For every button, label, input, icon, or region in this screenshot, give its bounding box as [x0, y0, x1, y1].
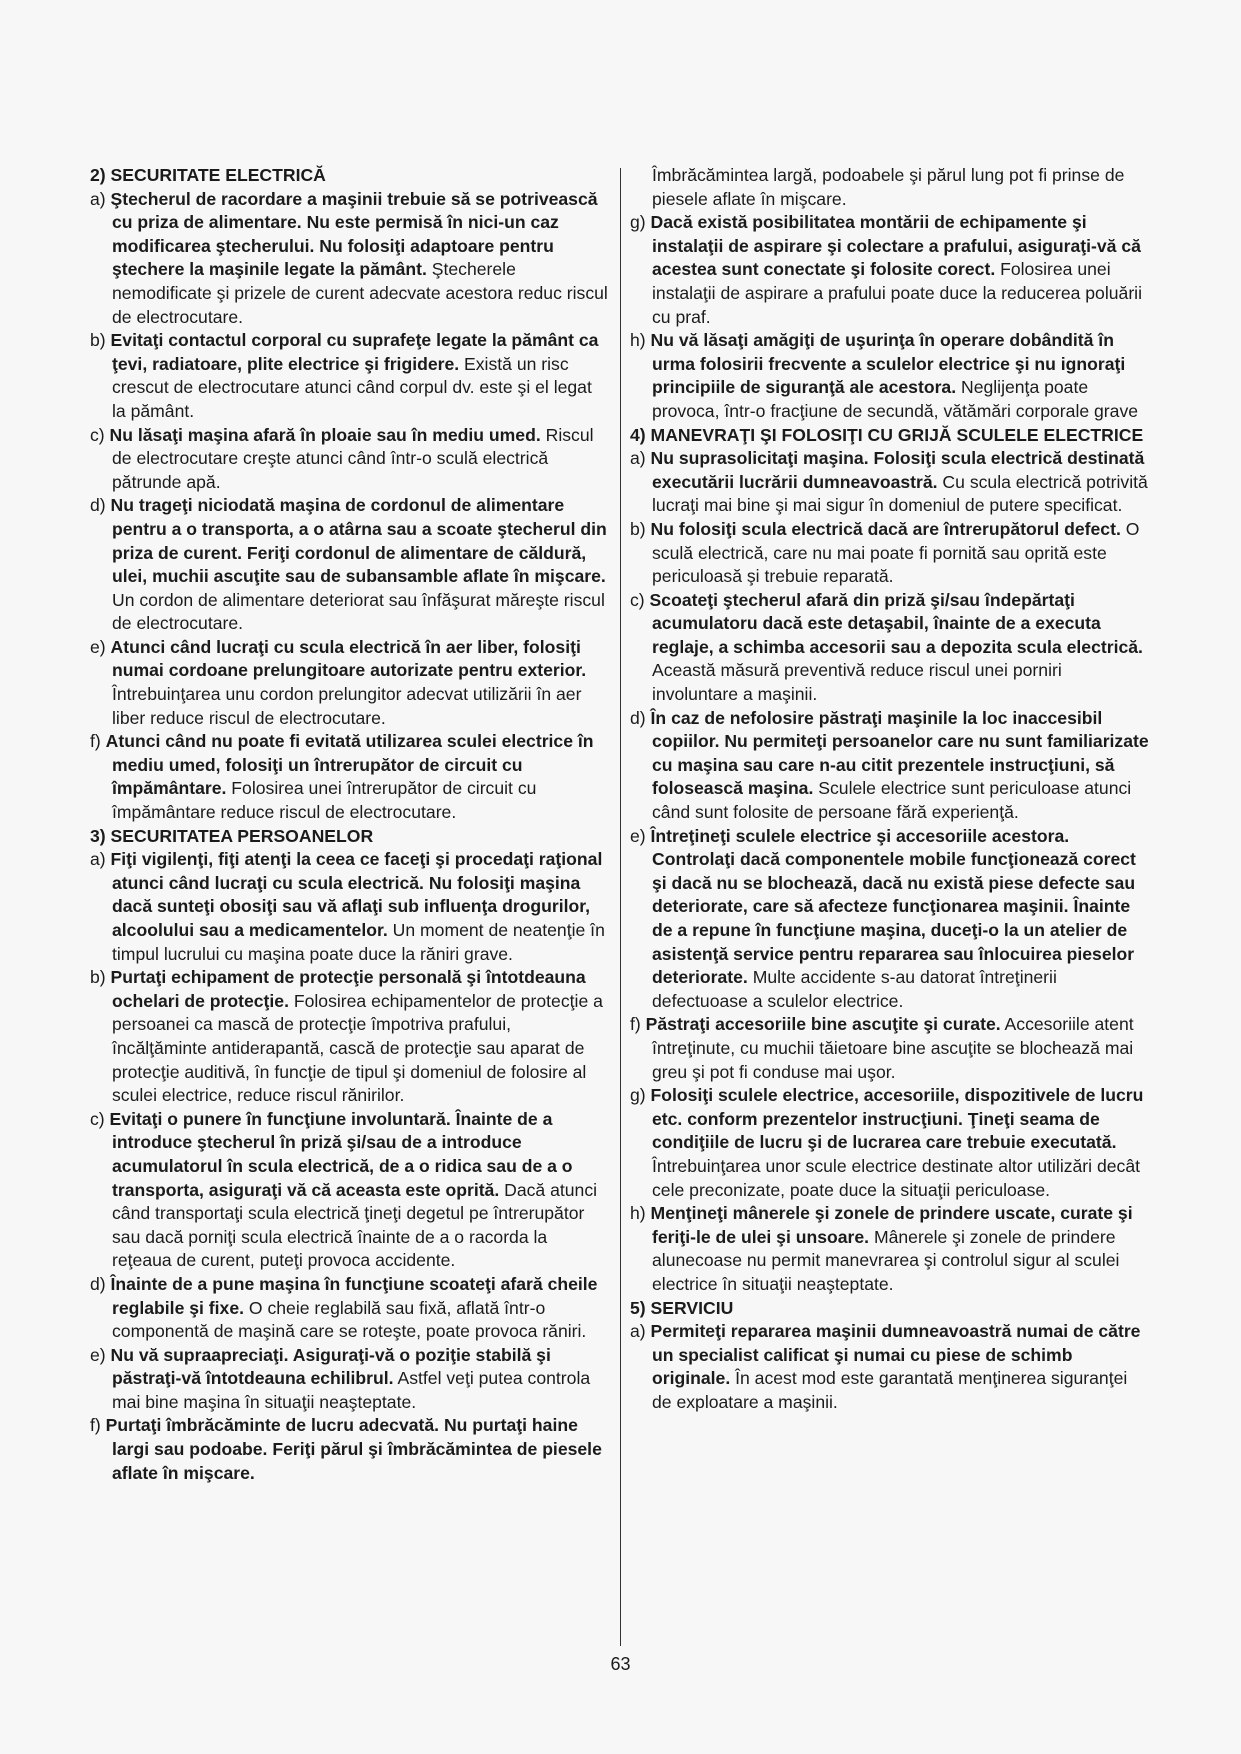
- item-normal-text: În acest mod este garantată menţinerea siguranţei de exploatare a maşinii.: [652, 1368, 1128, 1412]
- list-item: [90, 636, 610, 730]
- item-normal-text: Multe accidente s-au datorat întreţinerii defectuoase a sculelor electrice.: [652, 967, 1057, 1011]
- item-normal-text: O cheie reglabilă sau fixă, aflată într-o componentă de maşină care se roteşte, poate provoca răniri.: [112, 1297, 587, 1342]
- section-3-list: [90, 848, 610, 1485]
- section-4-title: 4) MANEVRAŢI ŞI FOLOSIŢI CU GRIJĂ SCULELE ELECTRICE: [630, 424, 1144, 445]
- item-normal-text: Dacă atunci când transportaţi scula electrică ţineţi degetul pe întrerupător sau dacă porniţi scula electrică înainte de a o racorda la reţeaua de curent, puteţi provoca accidente.: [112, 1179, 598, 1271]
- item-letter: e): [630, 825, 646, 846]
- item-letter: g): [630, 1085, 646, 1106]
- item-bold-text: Evitaţi contactul corporal cu suprafeţe legate la pământ ca ţevi, radiatoare, plite electrice şi frigidere.: [110, 330, 599, 374]
- item-bold-text: Dacă există posibilitatea montării de echipamente şi instalaţii de aspirare şi colectare a prafului, asiguraţi-vă că acestea sunt conectate şi folosite corect.: [650, 212, 1141, 280]
- list-item: [630, 707, 1150, 825]
- item-normal-text: Sculele electrice sunt periculoase atunci când sunt folosite de persoane fără experienţă.: [652, 778, 1132, 823]
- item-letter: f): [90, 1415, 101, 1436]
- list-item: [630, 1320, 1150, 1414]
- item-normal-text: Mânerele şi zonele de prindere alunecoase nu permit manevrarea şi controlul sigur al sculei electrice în situaţii neaşteptate.: [652, 1226, 1120, 1294]
- item-bold-text: Purtaţi echipament de protecţie personală şi întotdeauna ochelari de protecţie.: [110, 967, 586, 1011]
- item-bold-text: Întreţineţi sculele electrice şi accesoriile acestora. Controlaţi dacă componentele mobile funcţionează corect şi dacă nu se blochează, dacă nu există piese defecte sau deteriorate, care să afecteze funcţionarea maşinii. Înainte de a repune în funcţiune maşina, duceţi-o la un atelier de asistenţă service pentru repararea sau înlocuirea pieselor deteriorate.: [650, 825, 1136, 988]
- list-item: [630, 589, 1150, 707]
- item-letter: d): [90, 495, 106, 516]
- list-item: [90, 848, 610, 966]
- column-divider: [620, 168, 621, 1646]
- item-normal-text: Astfel veţi putea controla mai bine maşina în situaţii neaşteptate.: [112, 1368, 591, 1412]
- item-normal-text: Întrebuinţarea unor scule electrice destinate altor utilizări decât cele preconizate, poate duce la situaţii periculoase.: [652, 1155, 1141, 1200]
- item-bold-text: Nu vă lăsaţi amăgiţi de uşurinţa în operare dobândită în urma folosirii frecvente a sculelor electrice şi nu ignoraţi principiile de siguranţă ale acestora.: [650, 330, 1126, 398]
- item-normal-text: Neglijenţa poate provoca, într-o fracţiune de secundă, vătămări corporale grave: [652, 377, 1139, 421]
- page-number: 63: [610, 1654, 631, 1674]
- list-item: [630, 825, 1150, 1014]
- list-item: [90, 1344, 610, 1415]
- left-column: [90, 164, 610, 1485]
- item-letter: h): [630, 1203, 646, 1224]
- item-letter: b): [90, 967, 106, 988]
- item-bold-text: Nu vă supraapreciaţi. Asiguraţi-vă o poziţie stabilă şi păstraţi-vă întotdeauna echilibrul.: [110, 1344, 551, 1389]
- item-bold-text: Purtaţi îmbrăcăminte de lucru adecvată. Nu purtaţi haine largi sau podoabe. Feriţi părul şi îmbrăcămintea de piesele aflate în mişcare.: [105, 1415, 602, 1483]
- item-normal-text: Întrebuinţarea unu cordon prelungitor adecvat utilizării în aer liber reduce riscul de electrocutare.: [112, 684, 582, 728]
- list-item: [90, 424, 610, 495]
- list-item: [630, 211, 1150, 329]
- item-letter: b): [90, 330, 106, 351]
- item-normal-text: Această măsură preventivă reduce riscul unei porniri involuntare a maşinii.: [652, 660, 1062, 705]
- item-bold-text: Scoateţi ştecherul afară din priză şi/sau îndepărtaţi acumulatoru dacă este detaşabil, înainte de a executa reglaje, a schimba accesorii sau a depozita scula electrică.: [649, 589, 1143, 657]
- item-bold-text: În caz de nefolosire păstraţi maşinile la loc inaccesibil copiilor. Nu permiteţi persoanelor care nu sunt familiarizate cu maşina sau care n-au citit prezentele instrucţiuni, să folosească maşina.: [650, 707, 1149, 799]
- list-item: [90, 494, 610, 636]
- item-normal-text: Accesoriile atent întreţinute, cu muchii tăietoare bine ascuţite se blochează mai greu şi pot fi conduse mai uşor.: [652, 1014, 1134, 1082]
- item-letter: g): [630, 212, 646, 233]
- list-item: [630, 518, 1150, 589]
- item-normal-text: Un cordon de alimentare deteriorat sau înfăşurat măreşte riscul de electrocutare.: [112, 589, 605, 634]
- item-bold-text: Înainte de a pune maşina în funcţiune scoateţi afară cheile reglabile şi fixe.: [110, 1273, 598, 1318]
- item-bold-text: Ştecherul de racordare a maşinii trebuie să se potrivească cu priza de alimentare. Nu este permisă în nici-un caz modificarea ştecherului. Nu folosiţi adaptoare pentru ştechere la maşinile legate la pământ.: [110, 188, 598, 280]
- list-item: [630, 1084, 1150, 1202]
- item-letter: f): [630, 1014, 641, 1035]
- list-item: [90, 1273, 610, 1344]
- item-normal-text: Un moment de neatenţie în timpul lucrului cu maşina poate duce la răniri grave.: [112, 920, 605, 964]
- item-letter: d): [630, 707, 646, 728]
- item-bold-text: Folosiţi sculele electrice, accesoriile, dispozitivele de lucru etc. conform prezentelor instrucţiuni. Ţineţi seama de condiţiile de lucru şi de lucrarea care trebuie executată.: [650, 1085, 1144, 1153]
- item-bold-text: Nu suprasolicitaţi maşina. Folosiţi scula electrică destinată executării lucrării dumneavoastră.: [650, 448, 1145, 492]
- item-letter: e): [90, 636, 106, 657]
- item-normal-text: Ştecherele nemodificate şi prizele de curent adecvate acestora reduc riscul de electrocutare.: [112, 259, 608, 327]
- list-item: [90, 1414, 610, 1485]
- list-item: [90, 730, 610, 824]
- item-normal-text: Folosirea unei întrerupător de circuit cu împământare reduce riscul de electrocutare.: [112, 778, 537, 823]
- item-bold-text: Nu lăsaţi maşina afară în ploaie sau în mediu umed.: [109, 424, 541, 445]
- list-item: [630, 1202, 1150, 1296]
- item-normal-text: Folosirea echipamentelor de protecţie a persoanei ca mască de protecţie împotriva prafului, încălţăminte antiderapantă, cască de protecţie sau aparat de protecţie auditivă, în funcţie de tipul şi domeniul de folosire al sculei electrice, reduce riscul rănirilor.: [112, 990, 603, 1106]
- list-item: [90, 1108, 610, 1273]
- item-normal-text: Cu scula electrică potrivită lucraţi mai bine şi mai sigur în domeniul de putere specificat.: [652, 471, 1148, 516]
- section-5-title: 5) SERVICIU: [630, 1297, 734, 1318]
- item-letter: e): [90, 1344, 106, 1365]
- item-normal-text: O sculă electrică, care nu mai poate fi pornită sau oprită este periculoasă şi trebuie reparată.: [652, 518, 1140, 587]
- item-letter: c): [90, 424, 105, 445]
- section-2-title: 2) SECURITATE ELECTRICĂ: [90, 165, 326, 185]
- item-letter: c): [90, 1108, 105, 1129]
- item-normal-text: Folosirea unei instalaţii de aspirare a prafului poate duce la reducerea poluării cu praf.: [652, 259, 1142, 327]
- item-letter: c): [630, 589, 645, 610]
- item-bold-text: Permiteţi repararea maşinii dumneavoastră numai de către un specialist calificat şi numai cu piese de schimb originale.: [650, 1321, 1141, 1389]
- right-column: [630, 164, 1150, 1414]
- section-3f-continuation: Îmbrăcămintea largă, podoabele şi părul lung pot fi prinse de piesele aflate în mişcare.: [652, 165, 1125, 209]
- item-bold-text: Nu folosiţi scula electrică dacă are întrerupătorul defect.: [650, 518, 1121, 539]
- list-item: [90, 966, 610, 1108]
- section-3-title: 3) SECURITATEA PERSOANELOR: [90, 825, 374, 846]
- item-letter: d): [90, 1273, 106, 1294]
- section-5-list: [630, 1320, 1150, 1414]
- item-bold-text: Atunci când lucraţi cu scula electrică în aer liber, folosiţi numai cordoane prelungitoare autorizate pentru exterior.: [110, 636, 587, 681]
- item-normal-text: Există un risc crescut de electrocutare atunci când corpul dv. este şi el legat la pământ.: [112, 353, 592, 421]
- list-item: [90, 329, 610, 423]
- item-letter: h): [630, 330, 646, 351]
- item-letter: a): [90, 188, 106, 209]
- list-item: [630, 329, 1150, 423]
- item-letter: b): [630, 518, 646, 539]
- item-letter: a): [630, 1321, 646, 1342]
- list-item: [630, 447, 1150, 518]
- section-2-list: [90, 188, 610, 825]
- item-normal-text: Riscul de electrocutare creşte atunci când într-o sculă electrică pătrunde apă.: [112, 424, 594, 492]
- item-bold-text: Păstraţi accesoriile bine ascuţite şi curate.: [645, 1014, 1001, 1035]
- section-3-list-continued: [630, 211, 1150, 423]
- item-bold-text: Atunci când nu poate fi evitată utilizarea sculei electrice în mediu umed, folosiţi un întrerupător de circuit cu împământare.: [105, 731, 594, 799]
- item-letter: f): [90, 731, 101, 752]
- item-bold-text: Fiţi vigilenţi, fiţi atenţi la ceea ce faceţi şi procedaţi raţional atunci când lucraţi cu scula electrică. Nu folosiţi maşina dacă sunteţi obosiţi sau vă aflaţi sub influenţa drogurilor, alcoolului sau a medicamentelor.: [110, 849, 603, 940]
- item-bold-text: Evitaţi o punere în funcţiune involuntară. Înainte de a introduce ştecherul în priză şi/sau de a introduce acumulatorul în scula electrică, de a o ridica sau de a o transporta, asiguraţi vă că aceasta este oprită.: [109, 1108, 573, 1200]
- item-bold-text: Menţineţi mânerele şi zonele de prindere uscate, curate şi feriţi-le de ulei şi unsoare.: [650, 1203, 1133, 1247]
- section-4-list: [630, 447, 1150, 1296]
- item-letter: a): [90, 849, 106, 870]
- item-letter: a): [630, 448, 646, 469]
- item-bold-text: Nu trageţi niciodată maşina de cordonul de alimentare pentru a o transporta, a o atârna sau a scoate ştecherul din priza de curent. Feriţi cordonul de alimentare de căldură, ulei, muchii ascuţite sau de subansamble aflate în mişcare.: [110, 495, 607, 587]
- list-item: [90, 188, 610, 330]
- list-item: [630, 1013, 1150, 1084]
